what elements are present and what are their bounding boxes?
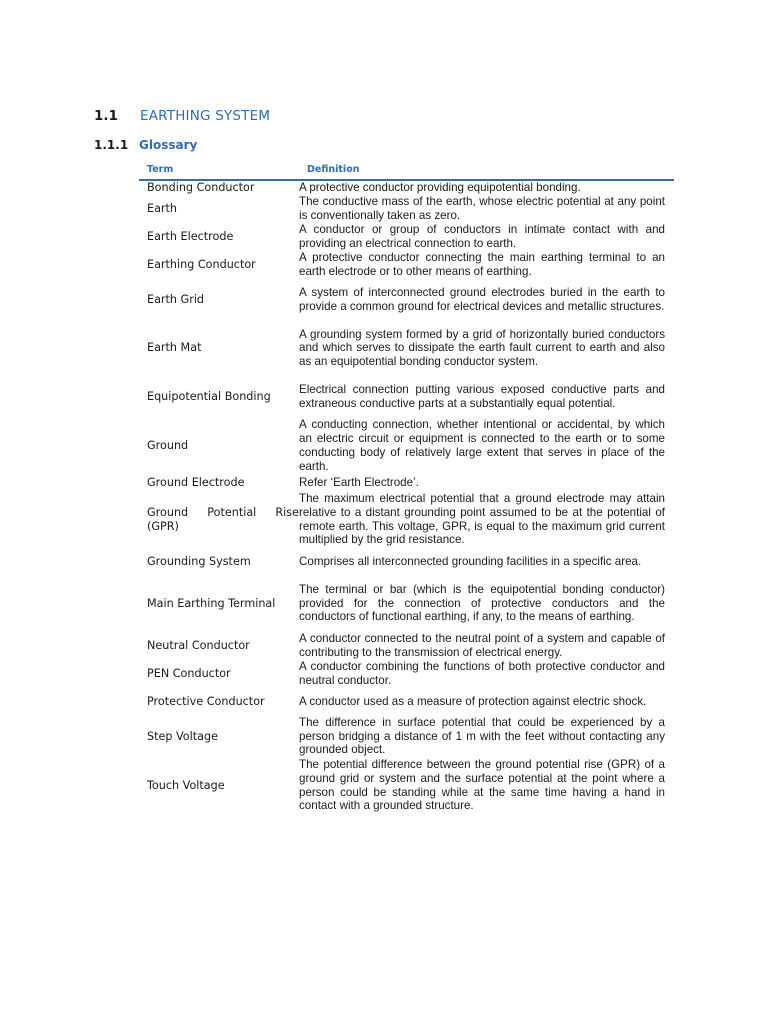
table-row — [139, 180, 674, 195]
glossary-term: Protective Conductor — [147, 694, 265, 708]
glossary-definition: The difference in surface potential that could be experienced by a person bridging a distance of 1 m with the feet without contacting any grounded object. — [299, 715, 665, 757]
subsection-title: Glossary — [139, 138, 198, 152]
glossary-term: Earth — [147, 201, 178, 215]
term-column-header: Term — [139, 162, 299, 180]
glossary-definition: A grounding system formed by a grid of horizontally buried conductors and which serves to dissipate the earth fault current to earth and also as an equipotential bonding conductor system. — [299, 327, 665, 369]
table-row — [139, 632, 674, 660]
table-row — [139, 576, 674, 632]
glossary-definition: A conductor combining the functions of both protective conductor and neutral conductor. — [299, 659, 665, 687]
glossary-definition: A conductor or group of conductors in intimate contact with and providing an electrical connection to earth. — [299, 223, 665, 250]
glossary-term: Step Voltage — [147, 729, 218, 743]
glossary-definition: Electrical connection putting various exposed conductive parts and extraneous conductive parts at a substantially equal potential. — [299, 383, 665, 410]
glossary-body — [139, 180, 674, 814]
table-row — [139, 474, 674, 492]
glossary-term: Equipotential Bonding — [147, 389, 271, 403]
glossary-definition: A system of interconnected ground electrodes buried in the earth to provide a common ground for electrical devices and metallic structures. — [299, 286, 665, 313]
section-number: 1.1 — [94, 108, 118, 124]
table-row — [139, 758, 674, 814]
glossary-term: Main Earthing Terminal — [147, 596, 276, 610]
glossary-term: PEN Conductor — [147, 666, 231, 680]
section-title: EARTHING SYSTEM — [140, 108, 271, 124]
glossary-term: Neutral Conductor — [147, 638, 250, 652]
glossary-term: Ground — [147, 438, 189, 452]
table-header-row — [139, 162, 674, 180]
glossary-term: Ground Potential Rise (GPR) — [147, 505, 299, 533]
glossary-definition: The potential difference between the ground potential rise (GPR) of a ground grid or system and the surface potential at the point where a person could be standing while at the same time having a hand in contact with a grounded structure. — [299, 757, 665, 813]
glossary-table — [139, 162, 674, 814]
glossary-definition: Refer ‘Earth Electrode’. — [299, 475, 419, 489]
glossary-definition: A conducting connection, whether intentional or accidental, by which an electric circuit or equipment is connected to the earth or to some conducting body of relatively large extent that serves in place of the earth. — [299, 417, 665, 473]
glossary-definition: A conductor connected to the neutral point of a system and capable of contributing to the transmission of electrical energy. — [299, 631, 665, 659]
glossary-term: Earth Grid — [147, 292, 205, 306]
table-row — [139, 376, 674, 418]
table-row — [139, 321, 674, 376]
glossary-term: Bonding Conductor — [147, 181, 255, 194]
glossary-definition: A protective conductor providing equipotential bonding. — [299, 181, 581, 194]
subsection-heading — [94, 138, 197, 152]
table-row — [139, 223, 674, 251]
table-row — [139, 716, 674, 758]
glossary-term: Touch Voltage — [147, 778, 225, 792]
table-row — [139, 418, 674, 474]
table-row — [139, 251, 674, 279]
glossary-term: Earthing Conductor — [147, 257, 256, 271]
glossary-definition: The terminal or bar (which is the equipotential bonding conductor) provided for the connection of protective conductors and the conductors of functional earthing, if any, to the means of earthing. — [299, 582, 665, 624]
section-heading — [94, 108, 270, 124]
glossary-term: Ground Electrode — [147, 475, 245, 489]
glossary-definition: The maximum electrical potential that a ground electrode may attain relative to a distant grounding point assumed to be at the potential of remote earth. This voltage, GPR, is equal to the maximum grid current multiplied by the grid resistance. — [299, 491, 665, 547]
table-row — [139, 195, 674, 223]
table-row — [139, 492, 674, 548]
glossary-table-container — [139, 162, 674, 814]
subsection-number: 1.1.1 — [94, 138, 129, 152]
glossary-term: Earth Electrode — [147, 229, 234, 243]
table-row — [139, 660, 674, 688]
table-row — [139, 279, 674, 321]
glossary-term: Grounding System — [147, 554, 251, 568]
glossary-term: Earth Mat — [147, 341, 202, 355]
table-row — [139, 548, 674, 576]
glossary-definition: A protective conductor connecting the main earthing terminal to an earth electrode or to other means of earthing. — [299, 251, 665, 278]
glossary-definition: Comprises all interconnected grounding facilities in a specific area. — [299, 554, 642, 568]
definition-column-header: Definition — [299, 162, 674, 180]
glossary-definition: The conductive mass of the earth, whose electric potential at any point is conventionally taken as zero. — [299, 195, 665, 222]
table-row — [139, 688, 674, 716]
glossary-definition: A conductor used as a measure of protection against electric shock. — [299, 694, 647, 708]
